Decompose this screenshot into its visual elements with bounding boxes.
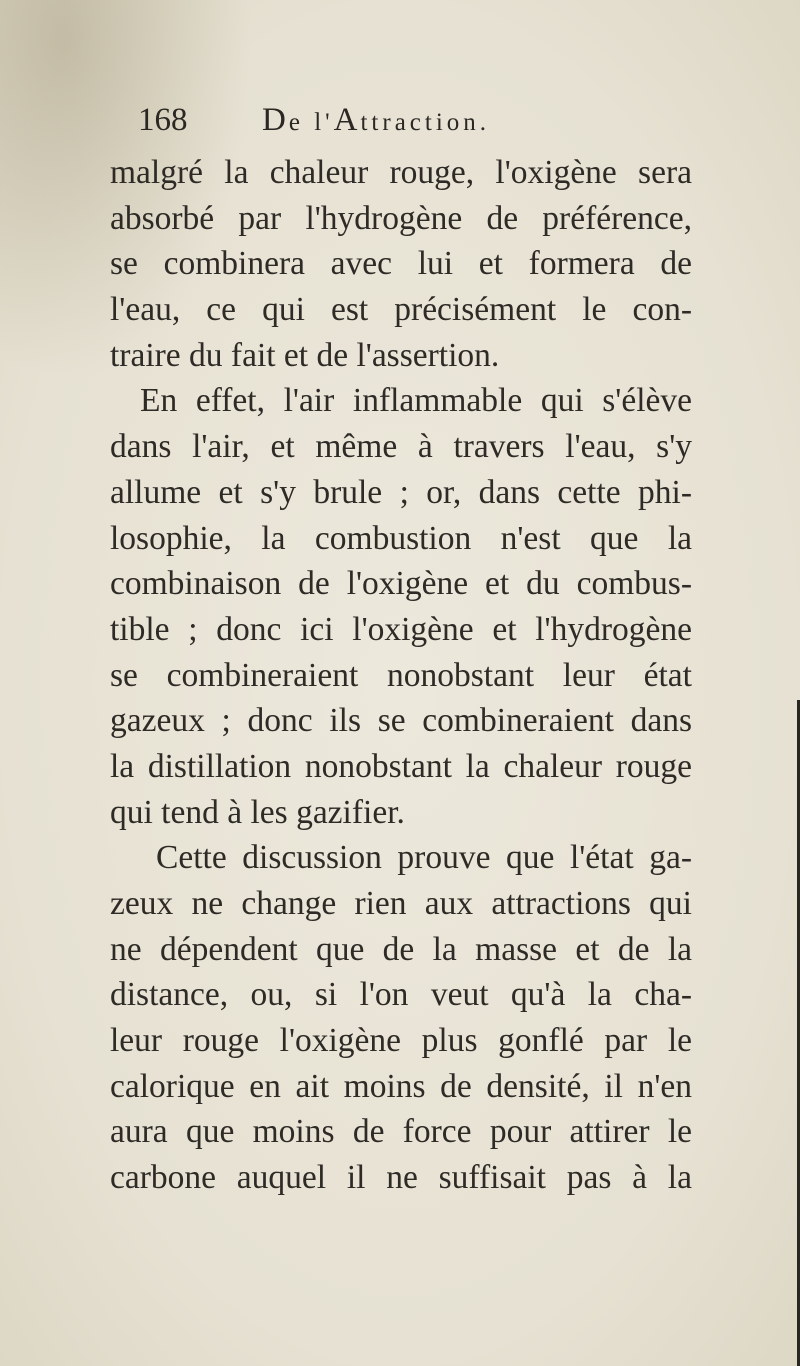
text-line: se combinera avec lui et formera de [110,245,692,283]
text-line: combinaison de l'oxigène et du combus- [110,565,692,603]
paragraph-start-line: Cette discussion prouve que l'état ga- [156,839,692,877]
text-line: malgré la chaleur rouge, l'oxigène sera [110,154,692,191]
text-line: la distillation nonobstant la chaleur rouge [110,747,692,785]
text-line: tible ; donc ici l'oxigène et l'hydrogène [110,610,692,648]
text-line: traire du fait et de l'assertion. [110,336,500,374]
body-text [110,150,692,1201]
text-line: losophie, la combustion n'est que la [110,519,692,557]
text-line: ne dépendent que de la masse et de la [110,930,692,968]
text-line: zeux ne change rien aux attractions qui [110,885,692,922]
text-line: dans l'air, et même à travers l'eau, s'y [110,428,692,466]
text-line: qui tend à les gazifier. [110,793,405,831]
text-line: aura que moins de force pour attirer le [110,1113,692,1151]
text-line: l'eau, ce qui est précisément le con- [110,291,692,329]
text-line: absorbé par l'hydrogène de préférence, [110,199,692,237]
running-title [262,102,490,139]
text-line: distance, ou, si l'on veut qu'à la cha- [110,976,692,1014]
text-line: se combineraient nonobstant leur état [110,656,692,694]
running-title-part-2: ttraction. [360,109,491,136]
text-line: calorique en ait moins de densité, il n'en [110,1067,692,1105]
text-line: leur rouge l'oxigène plus gonflé par le [110,1022,692,1060]
text-line: carbone auquel il ne suffisait pas à la [110,1159,692,1197]
running-title-part-1: e l' [288,109,334,136]
page-number: 168 [138,102,188,138]
page-header [138,100,738,150]
text-line: gazeux ; donc ils se combineraient dans [110,702,692,740]
paragraph-start-line: En effet, l'air inflammable qui s'élève [140,382,692,420]
running-title-initial: D [262,102,289,138]
running-title-initial-2: A [333,102,361,138]
text-line: allume et s'y brule ; or, dans cette phi- [110,473,692,511]
